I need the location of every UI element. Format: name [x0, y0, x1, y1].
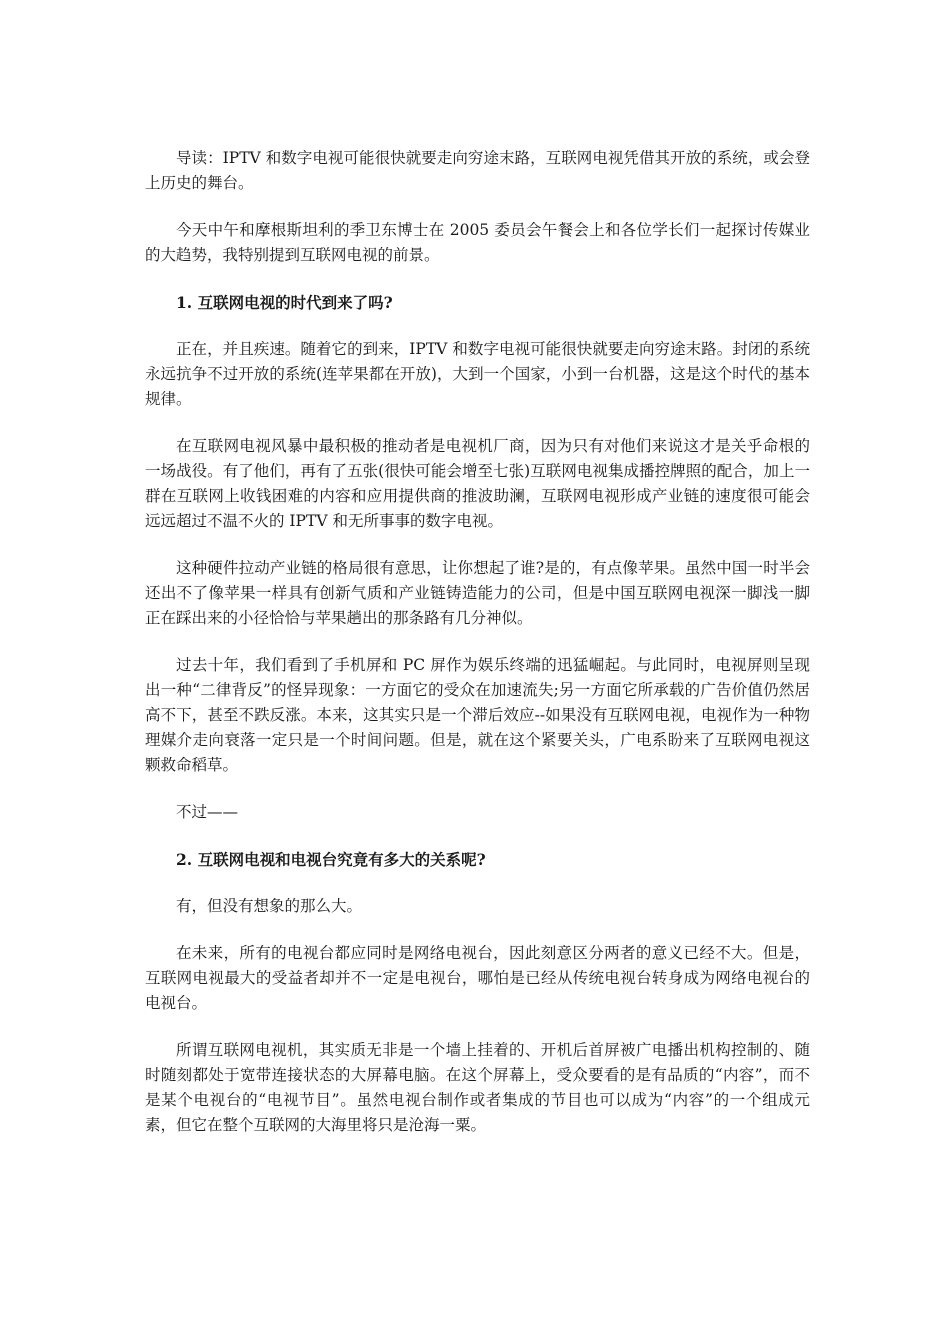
paragraph: 在互联网电视风暴中最积极的推动者是电视机厂商，因为只有对他们来说这才是关乎命根的一场战役。有了他们，再有了五张(很快可能会增至七张)互联网电视集成播控牌照的配合，加上一群在互联网上收钱困难的内容和应用提供商的推波助澜，互联网电视形成产业链的速度很可能会远远超过不温不火的 IPTV 和无所事事的数字电视。	[145, 437, 810, 530]
paragraph: 不过——	[176, 803, 239, 821]
section-heading: 1. 互联网电视的时代到来了吗?	[176, 293, 393, 312]
paragraph: 这种硬件拉动产业链的格局很有意思，让你想起了谁?是的，有点像苹果。虽然中国一时半会还出不了像苹果一样具有创新气质和产业链铸造能力的公司，但是中国互联网电视深一脚浅一脚正在踩出来的小径恰恰与苹果趟出的那条路有几分神似。	[145, 559, 810, 627]
paragraph: 在未来，所有的电视台都应同时是网络电视台，因此刻意区分两者的意义已经不大。但是，互联网电视最大的受益者却并不一定是电视台，哪怕是已经从传统电视台转身成为网络电视台的电视台。	[145, 944, 810, 1012]
intro-paragraph: 导读：IPTV 和数字电视可能很快就要走向穷途末路，互联网电视凭借其开放的系统，或会登上历史的舞台。	[145, 149, 810, 192]
paragraph: 所谓互联网电视机，其实质无非是一个墙上挂着的、开机后首屏被广电播出机构控制的、随时随刻都处于宽带连接状态的大屏幕电脑。在这个屏幕上，受众要看的是有品质的“内容”，而不是某个电视台的“电视节目”。虽然电视台制作或者集成的节目也可以成为“内容”的一个组成元素，但它在整个互联网的大海里将只是沧海一粟。	[145, 1041, 810, 1134]
paragraph: 正在，并且疾速。随着它的到来，IPTV 和数字电视可能很快就要走向穷途末路。封闭的系统永远抗争不过开放的系统(连苹果都在开放)，大到一个国家，小到一台机器，这是这个时代的基本规律。	[145, 340, 810, 408]
paragraph: 有，但没有想象的那么大。	[176, 897, 363, 915]
paragraph: 过去十年，我们看到了手机屏和 PC 屏作为娱乐终端的迅猛崛起。与此同时，电视屏则呈现出一种“二律背反”的怪异现象：一方面它的受众在加速流失;另一方面它所承载的广告价值仍然居高不下，甚至不跌反涨。本来，这其实只是一个滞后效应--如果没有互联网电视，电视作为一种物理媒介走向衰落一定只是一个时间问题。但是，就在这个紧要关头，广电系盼来了互联网电视这颗救命稻草。	[145, 656, 810, 774]
section-heading: 2. 互联网电视和电视台究竟有多大的关系呢?	[176, 850, 486, 869]
document-body	[145, 146, 810, 1160]
paragraph: 今天中午和摩根斯坦利的季卫东博士在 2005 委员会午餐会上和各位学长们一起探讨传媒业的大趋势，我特别提到互联网电视的前景。	[145, 221, 810, 264]
